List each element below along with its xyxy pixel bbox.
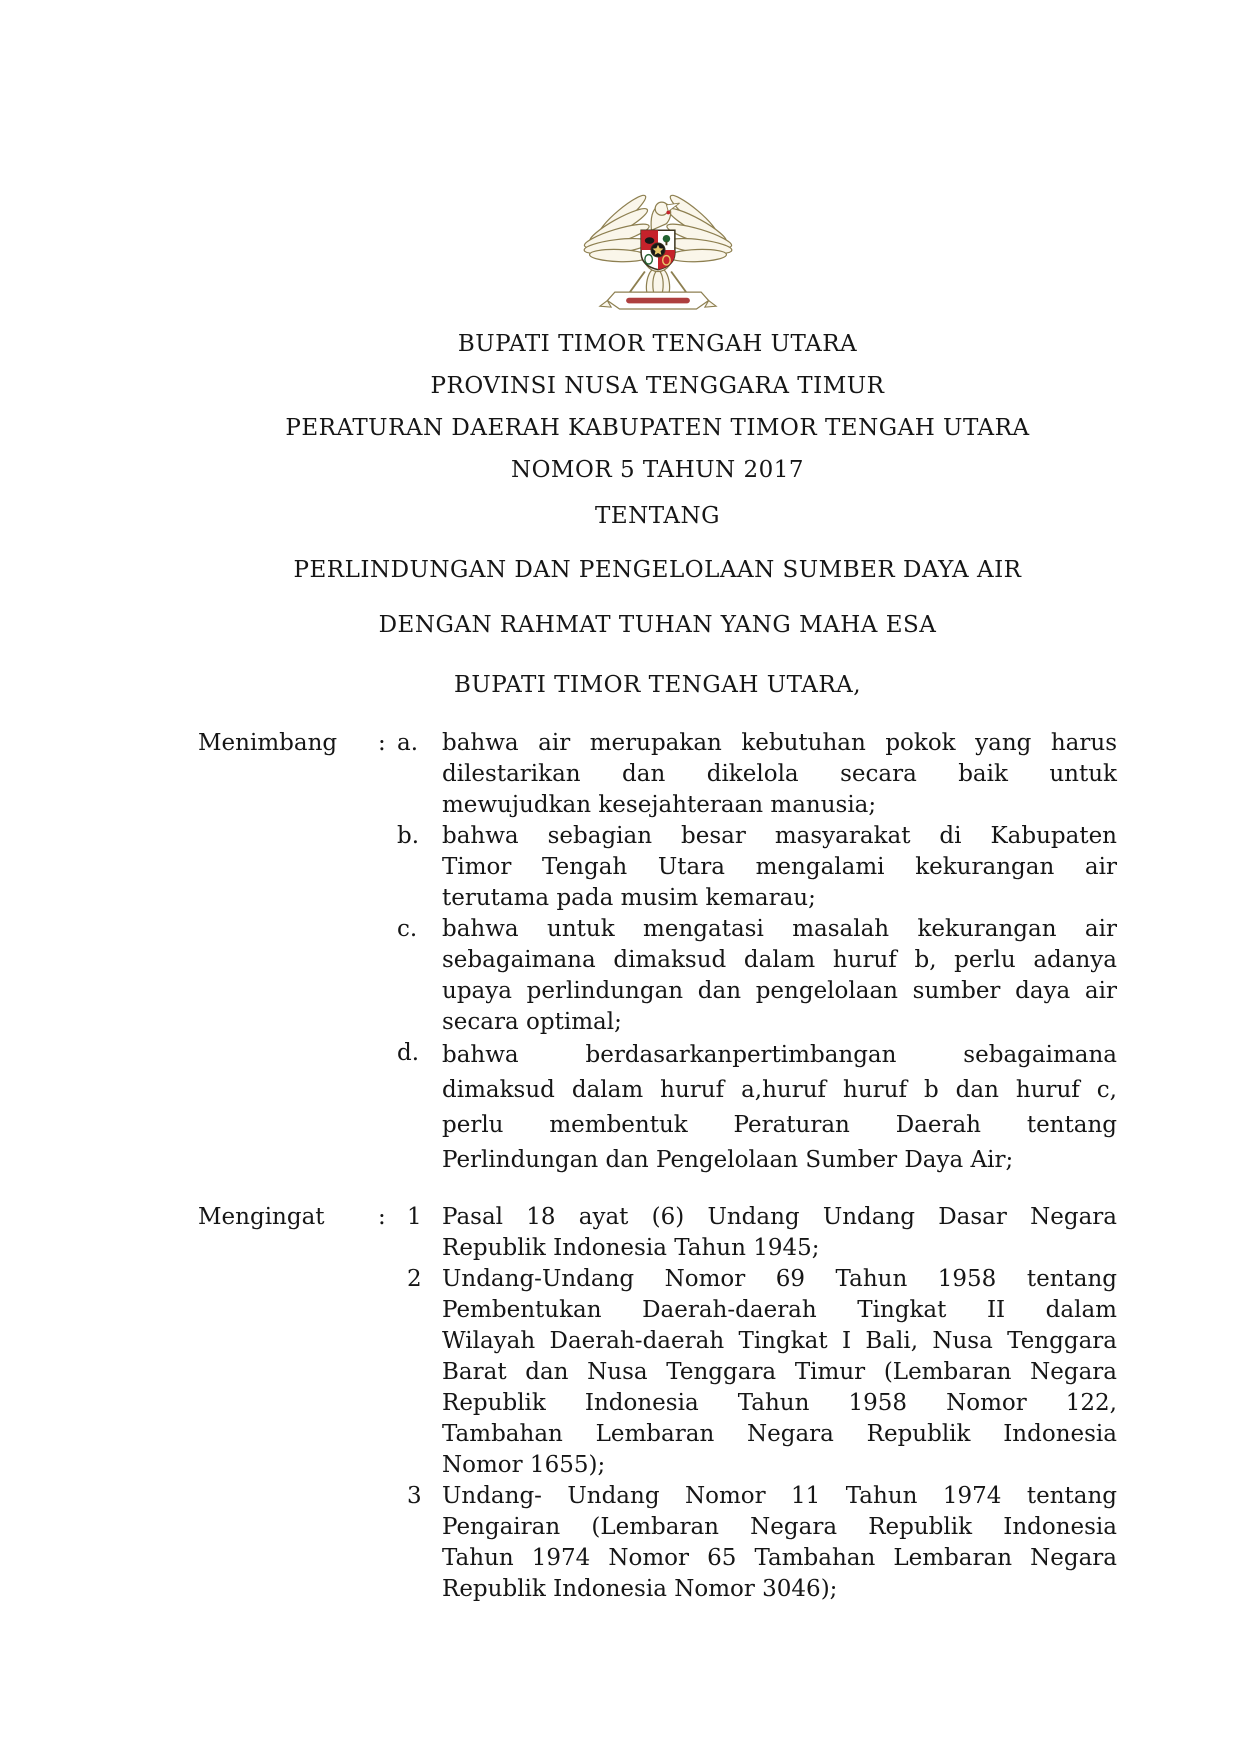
list-item [395, 728, 1117, 821]
text-line: upaya perlindungan dan pengelolaan sumber daya air [442, 978, 1117, 1004]
text-line: bahwa berdasarkanpertimbangan sebagaimana [442, 1042, 1117, 1068]
list-item [395, 1481, 1117, 1605]
item-marker: a. [397, 730, 419, 756]
text-line: Tahun 1974 Nomor 65 Tambahan Lembaran Negara [442, 1545, 1117, 1571]
garuda-pancasila-emblem [583, 183, 733, 315]
item-marker: 2 [407, 1266, 422, 1292]
item-text [442, 728, 1117, 821]
item-text [442, 1202, 1117, 1264]
item-text [442, 914, 1117, 1038]
mengingat-items [395, 1202, 1117, 1605]
garuda-pancasila-icon [583, 183, 733, 315]
text-line: dimaksud dalam huruf a,huruf huruf b dan huruf c, [442, 1077, 1117, 1103]
item-marker: d. [397, 1040, 420, 1066]
text-line: Timor Tengah Utara mengalami kekurangan air [442, 854, 1117, 880]
invocation-line: DENGAN RAHMAT TUHAN YANG MAHA ESA [378, 612, 937, 638]
list-item [395, 821, 1117, 914]
item-marker: b. [397, 823, 420, 849]
list-item [395, 1264, 1117, 1481]
section-label: Menimbang [198, 730, 338, 756]
item-text [442, 1481, 1117, 1605]
document-headings [198, 329, 1117, 700]
text-line: Nomor 1655); [442, 1452, 606, 1478]
menimbang-section [198, 728, 1117, 1178]
text-line: Wilayah Daerah-daerah Tingkat I Bali, Nusa Tenggara [442, 1328, 1117, 1354]
item-marker: 1 [407, 1204, 422, 1230]
section-label: Mengingat [198, 1204, 325, 1230]
menimbang-items [395, 728, 1117, 1178]
section-colon: : [378, 1204, 386, 1230]
text-line: secara optimal; [442, 1009, 622, 1035]
list-item [395, 1202, 1117, 1264]
list-item [395, 1038, 1117, 1178]
text-line: Undang- Undang Nomor 11 Tahun 1974 tentang [442, 1483, 1117, 1509]
item-text [442, 1264, 1117, 1481]
header-line-number: NOMOR 5 TAHUN 2017 [510, 457, 805, 483]
item-marker: 3 [407, 1483, 422, 1509]
text-line: bahwa air merupakan kebutuhan pokok yang harus [442, 730, 1117, 756]
text-line: mewujudkan kesejahteraan manusia; [442, 792, 877, 818]
text-line: Pengairan (Lembaran Negara Republik Indonesia [442, 1514, 1117, 1540]
text-line: bahwa untuk mengatasi masalah kekurangan air [442, 916, 1117, 942]
header-line-province: PROVINSI NUSA TENGGARA TIMUR [430, 373, 885, 399]
text-line: Republik Indonesia Tahun 1958 Nomor 122, [442, 1390, 1117, 1416]
text-line: Republik Indonesia Tahun 1945; [442, 1235, 820, 1261]
text-line: Barat dan Nusa Tenggara Timur (Lembaran Negara [442, 1359, 1117, 1385]
text-line: bahwa sebagian besar masyarakat di Kabupaten [442, 823, 1117, 849]
text-line: dilestarikan dan dikelola secara baik untuk [442, 761, 1117, 787]
text-line: sebagaimana dimaksud dalam huruf b, perlu adanya [442, 947, 1117, 973]
text-line: terutama pada musim kemarau; [442, 885, 816, 911]
header-line-issuer: BUPATI TIMOR TENGAH UTARA [457, 331, 858, 357]
text-line: Undang-Undang Nomor 69 Tahun 1958 tentang [442, 1266, 1117, 1292]
text-line: perlu membentuk Peraturan Daerah tentang [442, 1112, 1117, 1138]
section-colon: : [378, 730, 386, 756]
text-line: Republik Indonesia Nomor 3046); [442, 1576, 838, 1602]
salutation-line: BUPATI TIMOR TENGAH UTARA, [453, 672, 862, 698]
text-line: Tambahan Lembaran Negara Republik Indonesia [442, 1421, 1117, 1447]
mengingat-section [198, 1202, 1117, 1605]
item-marker: c. [397, 916, 418, 942]
text-line: Pembentukan Daerah-daerah Tingkat II dalam [442, 1297, 1117, 1323]
regulation-title: PERLINDUNGAN DAN PENGELOLAAN SUMBER DAYA AIR [293, 557, 1022, 583]
text-line: Perlindungan dan Pengelolaan Sumber Daya Air; [442, 1147, 1014, 1173]
item-text [442, 821, 1117, 914]
header-line-tentang: TENTANG [595, 503, 720, 529]
text-line: Pasal 18 ayat (6) Undang Undang Dasar Negara [442, 1204, 1117, 1230]
list-item [395, 914, 1117, 1038]
header-line-regulation: PERATURAN DAERAH KABUPATEN TIMOR TENGAH UTARA [285, 415, 1030, 441]
item-text [442, 1038, 1117, 1178]
